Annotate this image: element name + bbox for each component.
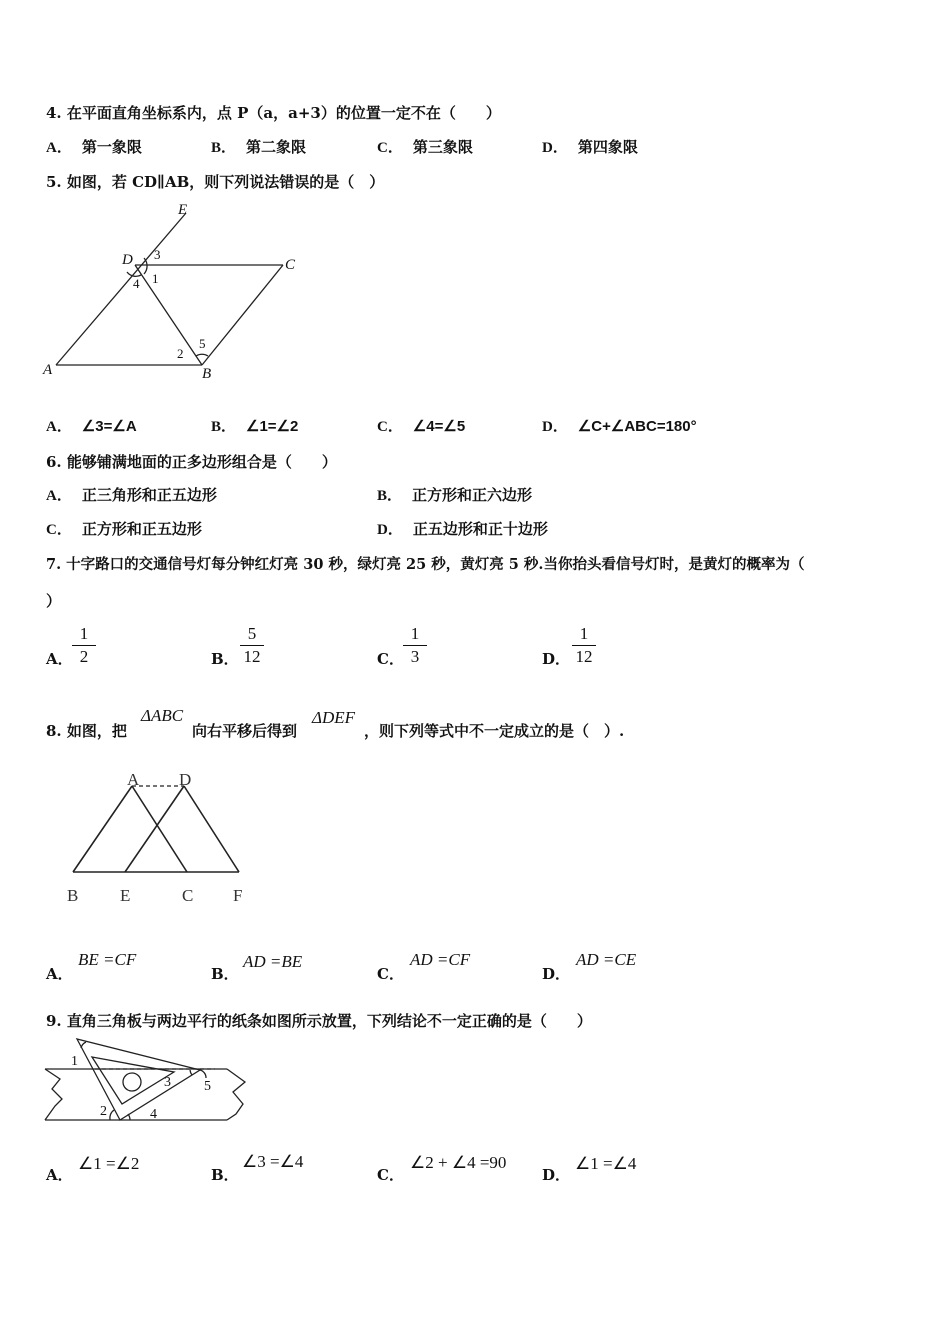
label-angle-1: 1 [152,271,159,286]
q6-option-b: B． 正方形和正六边形 [377,486,533,504]
q8-option-a-label: A． [46,965,73,983]
arc-angle-2-5 [196,354,208,356]
set-square-inner [92,1057,174,1104]
arc-angle-3-1 [144,258,147,274]
q8-option-b-text: AD =BE [243,952,303,971]
q8-stem-b: 向右平移后得到 [192,722,298,740]
label-c: C [285,257,296,273]
arc-angle-4 [128,1114,130,1120]
strip-right-edge [227,1069,245,1120]
line-ae [56,213,186,365]
label-angle-3: 3 [164,1075,171,1090]
label-a: A [127,770,140,789]
q9-option-a-label: A． [46,1166,73,1184]
q7-option-b-fraction: 5 12 [240,624,264,667]
label-e: E [178,202,188,218]
q9-option-c-label: C． [377,1166,404,1184]
q5-figure [40,198,310,388]
q8-option-d-label: D． [542,965,571,983]
q4-option-b: B． 第二象限 [211,138,307,156]
q6-option-c: C． 正方形和正五边形 [46,520,202,538]
q8-option-d-text: AD =CE [576,950,637,969]
label-d: D [179,770,192,789]
q8-triangle-def: ΔDEF [312,708,356,727]
q9-option-b-label: B． [211,1166,239,1184]
set-square-outer [77,1039,200,1120]
q9-stem: 9. 直角三角板与两边平行的纸条如图所示放置，下列结论不一定正确的是（ ） [46,1012,592,1030]
q5-option-a: A． ∠3=∠A [46,418,137,435]
q4-option-a: A． 第一象限 [46,138,142,156]
q6-option-a: A． 正三角形和正五边形 [46,486,217,504]
q9-option-a-text: ∠1 =∠2 [78,1154,140,1173]
line-df [184,786,239,872]
q4-option-d: D． 第四象限 [542,138,638,156]
line-de [125,786,184,872]
q4-option-c: C． 第三象限 [377,138,473,156]
q9-option-d-text: ∠1 =∠4 [575,1154,637,1173]
label-angle-1: 1 [71,1054,78,1069]
q7-option-a-fraction: 1 2 [72,624,96,667]
label-angle-2: 2 [177,346,184,361]
q8-stem-a: 8. 如图，把 [46,722,127,740]
arc-angle-3 [190,1070,192,1075]
q7-option-c-label: C． [377,650,404,668]
label-e: E [120,886,131,905]
label-angle-5: 5 [204,1079,211,1094]
q5-stem: 5. 如图，若 CD∥AB，则下列说法错误的是（ ） [46,173,385,191]
q9-option-c-text: ∠2 + ∠4 =90 [410,1153,507,1172]
q7-option-d-label: D． [542,650,571,668]
q4-stem: 4. 在平面直角坐标系内，点 P（a，a+3）的位置一定不在（ ） [46,104,501,122]
line-db [135,265,202,365]
q7-option-d-fraction: 1 12 [572,624,596,667]
q8-option-c-label: C． [377,965,404,983]
label-c: C [182,886,194,905]
label-angle-5: 5 [199,336,206,351]
q8-figure [58,766,258,911]
label-angle-3: 3 [154,247,161,262]
q7-option-c-fraction: 1 3 [403,624,427,667]
q8-option-a-text: BE =CF [78,950,137,969]
q8-option-c-text: AD =CF [410,950,471,969]
label-angle-2: 2 [100,1104,107,1119]
arc-angle-2 [110,1110,114,1120]
label-d: D [122,252,133,268]
q9-option-d-label: D． [542,1166,571,1184]
label-b: B [202,366,212,382]
q6-stem: 6. 能够铺满地面的正多边形组合是（ ） [46,453,337,471]
q7-stem-line2: ） [46,592,62,610]
q6-option-d: D． 正五边形和正十边形 [377,520,548,538]
line-ac [132,786,187,872]
q5-option-d: D． ∠C+∠ABC=180° [542,418,697,435]
q7-option-b-label: B． [211,650,239,668]
q7-option-a-label: A． [46,650,73,668]
line-ab [73,786,132,872]
q8-triangle-abc: ΔABC [141,706,184,725]
set-square-hole [123,1073,141,1091]
label-angle-4: 4 [150,1107,157,1122]
q8-option-b-label: B． [211,965,239,983]
q8-stem-c: ，则下列等式中不一定成立的是（ ）. [364,722,625,740]
label-a: A [43,362,53,378]
arc-angle-1 [81,1042,86,1048]
q7-stem-line1: 7. 十字路口的交通信号灯每分钟红灯亮 30 秒，绿灯亮 25 秒，黄灯亮 5 秒.当你抬头看信号灯时，是黄灯的概率为（ [46,556,805,573]
label-angle-4: 4 [133,276,140,291]
label-f: F [233,886,243,905]
q5-option-b: B． ∠1=∠2 [211,418,299,435]
arc-angle-5 [200,1070,206,1078]
line-bc [202,265,283,365]
strip-left-edge [45,1069,62,1120]
q9-figure [40,1034,255,1129]
q5-option-c: C． ∠4=∠5 [377,418,466,435]
label-b: B [67,886,79,905]
q9-option-b-text: ∠3 =∠4 [242,1152,304,1171]
